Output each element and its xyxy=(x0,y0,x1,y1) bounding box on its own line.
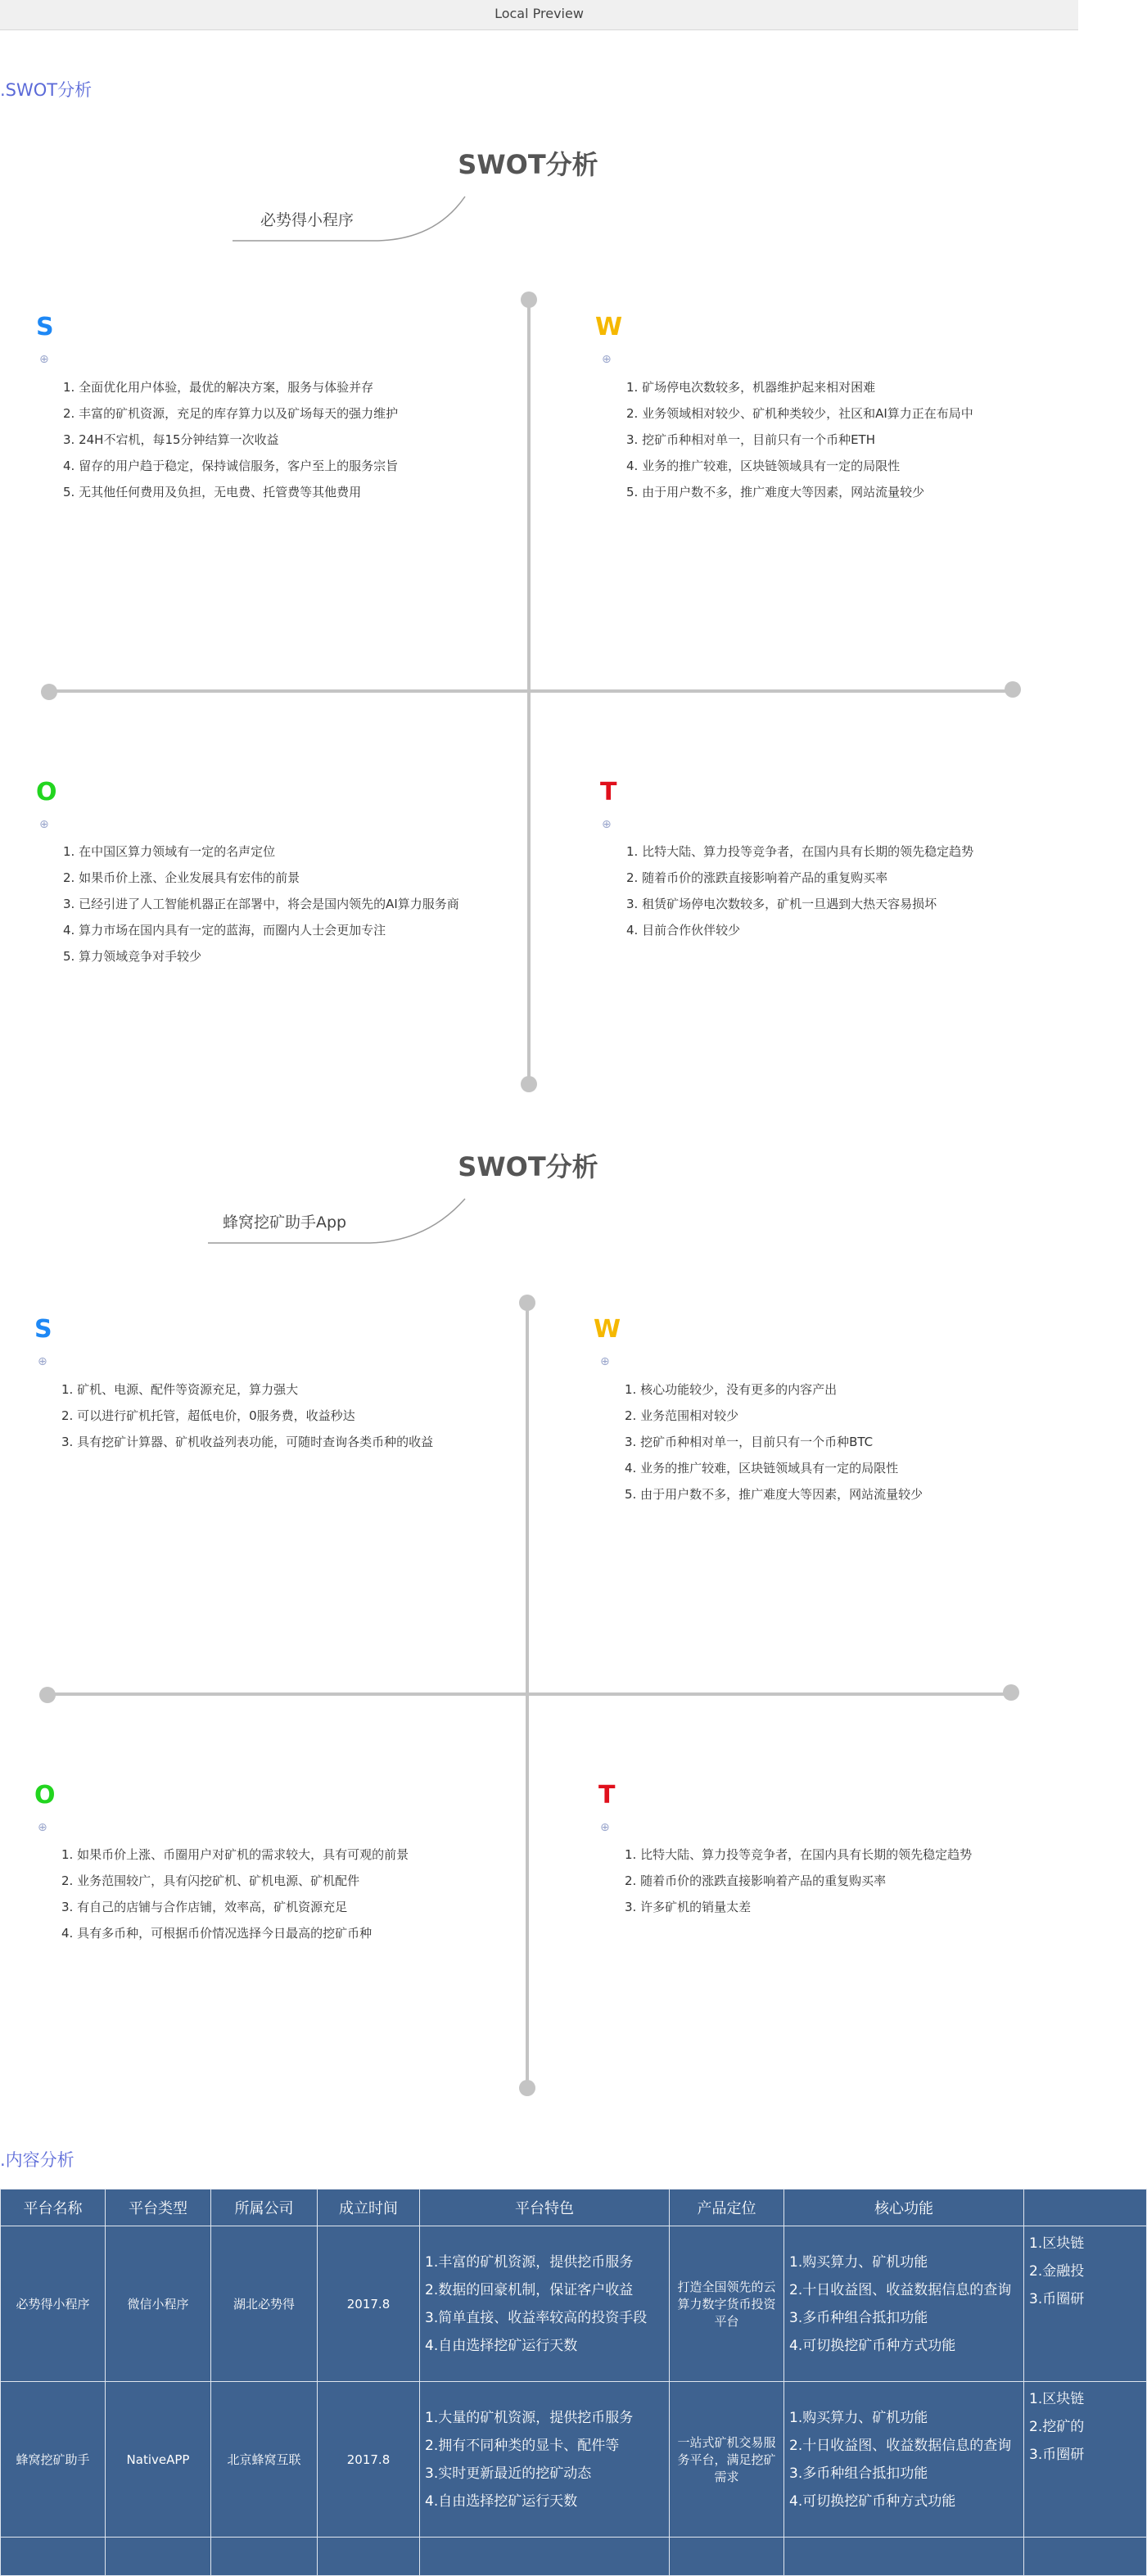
weaknesses-list xyxy=(625,1376,923,1507)
content-table-viewport[interactable] xyxy=(0,2189,1085,2510)
toggle-icon[interactable]: ⊕ xyxy=(38,1355,47,1368)
quadrant-letter-o: O xyxy=(34,1781,56,1810)
quadrant-letter-o: O xyxy=(36,778,57,807)
section-heading-swot[interactable]: .SWOT分析 xyxy=(0,80,93,100)
list-item: 5. 无其他任何费用及负担，无电费、托管费等其他费用 xyxy=(63,485,362,499)
feature-item: 3.简单直接、收益率较高的投资手段 xyxy=(425,2309,648,2326)
window-title: Local Preview xyxy=(494,6,584,21)
feature-item: 4.自由选择挖矿运行天数 xyxy=(425,2337,578,2354)
subtitle-curve xyxy=(231,193,468,244)
toggle-icon[interactable]: ⊕ xyxy=(39,818,49,831)
axis-dot-bottom xyxy=(519,2080,535,2096)
axis-dot-right xyxy=(1003,1684,1019,1701)
list-item: 2. 如果币价上涨、企业发展具有宏伟的前景 xyxy=(63,870,300,885)
feature-item: 2.拥有不同种类的显卡、配件等 xyxy=(425,2437,620,2454)
toggle-icon[interactable]: ⊕ xyxy=(600,1355,610,1368)
list-item: 3. 许多矿机的销量太差 xyxy=(625,1900,752,1914)
list-item: 4. 业务的推广较难，区块链领域具有一定的局限性 xyxy=(625,1461,899,1476)
quadrant-letter-s: S xyxy=(34,1315,52,1344)
subtitle-curve xyxy=(206,1195,468,1246)
list-item: 1. 全面优化用户体验，最优的解决方案，服务与体验并存 xyxy=(63,380,374,395)
cell-platform-name: 蜂窝挖矿助手 xyxy=(1,2382,106,2538)
list-item: 1. 比特大陆、算力投等竞争者，在国内具有长期的领先稳定趋势 xyxy=(626,844,974,859)
table-row xyxy=(1,2226,1147,2382)
list-item: 2. 业务领域相对较少、矿机种类较少，社区和AI算力正在布局中 xyxy=(626,406,973,421)
function-item: 2.十日收益图、收益数据信息的查询 xyxy=(789,2281,1012,2298)
cell-features xyxy=(420,2382,670,2538)
quadrant-letter-t: T xyxy=(598,1781,616,1810)
list-item: 1. 比特大陆、算力投等竞争者，在国内具有长期的领先稳定趋势 xyxy=(625,1847,973,1862)
toggle-icon[interactable]: ⊕ xyxy=(600,1821,610,1834)
quadrant-letter-t: T xyxy=(600,778,617,807)
table-row-empty xyxy=(1,2538,1147,2576)
cell-features xyxy=(420,2226,670,2382)
extra-item: 1.区块链 xyxy=(1029,2391,1085,2407)
quadrant-letter-w: W xyxy=(595,313,623,341)
toggle-icon[interactable]: ⊕ xyxy=(602,818,612,831)
toggle-icon[interactable]: ⊕ xyxy=(602,353,612,366)
threats-list xyxy=(625,1842,972,1920)
opportunities-list xyxy=(63,838,459,969)
extra-item: 2.挖矿的 xyxy=(1029,2419,1085,2435)
axis-dot-bottom xyxy=(521,1076,537,1092)
swot-subtitle: 蜂窝挖矿助手App xyxy=(223,1213,347,1232)
swot-title: SWOT分析 xyxy=(458,1151,598,1182)
quadrant-letter-s: S xyxy=(36,313,54,341)
table-header-row xyxy=(1,2190,1147,2226)
list-item: 3. 已经引进了人工智能机器正在部署中，将会是国内领先的AI算力服务商 xyxy=(63,897,459,911)
list-item: 4. 业务的推广较难，区块链领域具有一定的局限性 xyxy=(626,459,901,473)
list-item: 3. 具有挖矿计算器、矿机收益列表功能，可随时查询各类币种的收益 xyxy=(61,1435,434,1449)
cell-positioning: 一站式矿机交易服务平台，满足挖矿需求 xyxy=(670,2382,784,2538)
list-item: 2. 业务范围较广，具有闪挖矿机、矿机电源、矿机配件 xyxy=(61,1873,360,1888)
list-item: 2. 业务范围相对较少 xyxy=(625,1408,739,1423)
cell-platform-name: 必势得小程序 xyxy=(1,2226,106,2382)
extra-item: 3.币圈研 xyxy=(1029,2447,1085,2463)
column-header xyxy=(1024,2190,1147,2226)
horizontal-axis xyxy=(49,689,1013,693)
list-item: 4. 具有多币种，可根据币价情况选择今日最高的挖矿币种 xyxy=(61,1926,373,1941)
list-item: 5. 算力领域竞争对手较少 xyxy=(63,949,202,964)
cell-positioning: 打造全国领先的云算力数字货币投资平台 xyxy=(670,2226,784,2382)
list-item: 5. 由于用户数不多，推广难度大等因素，网站流量较少 xyxy=(625,1487,923,1502)
list-item: 1. 核心功能较少，没有更多的内容产出 xyxy=(625,1382,838,1397)
axis-dot-right xyxy=(1005,681,1021,698)
extra-item: 2.金融投 xyxy=(1029,2263,1085,2280)
section-heading-content[interactable]: .内容分析 xyxy=(0,2150,75,2170)
column-header: 平台名称 xyxy=(1,2190,106,2226)
cell-functions xyxy=(784,2226,1024,2382)
feature-item: 4.自由选择挖矿运行天数 xyxy=(425,2492,578,2510)
opportunities-list xyxy=(61,1842,409,1946)
strengths-list xyxy=(63,374,398,505)
cell-platform-type: 微信小程序 xyxy=(106,2226,211,2382)
list-item: 3. 租赁矿场停电次数较多，矿机一旦遇到大热天容易损坏 xyxy=(626,897,937,911)
list-item: 2. 随着币价的涨跌直接影响着产品的重复购买率 xyxy=(626,870,888,885)
column-header: 产品定位 xyxy=(670,2190,784,2226)
function-item: 1.购买算力、矿机功能 xyxy=(789,2253,928,2271)
list-item: 2. 丰富的矿机资源，充足的库存算力以及矿场每天的强力维护 xyxy=(63,406,399,421)
cell-company: 湖北必势得 xyxy=(211,2226,318,2382)
feature-item: 2.数据的回豪机制，保证客户收益 xyxy=(425,2281,634,2298)
list-item: 4. 目前合作伙伴较少 xyxy=(626,923,741,938)
function-item: 4.可切换挖矿币种方式功能 xyxy=(789,2337,956,2354)
list-item: 1. 在中国区算力领域有一定的名声定位 xyxy=(63,844,276,859)
horizontal-axis xyxy=(47,1692,1011,1696)
function-item: 3.多币种组合抵扣功能 xyxy=(789,2309,928,2326)
toggle-icon[interactable]: ⊕ xyxy=(38,1821,47,1834)
feature-item: 1.大量的矿机资源，提供挖币服务 xyxy=(425,2409,634,2426)
column-header: 成立时间 xyxy=(318,2190,420,2226)
extra-item: 3.币圈研 xyxy=(1029,2291,1085,2307)
cell-platform-type: NativeAPP xyxy=(106,2382,211,2538)
list-item: 4. 留存的用户趋于稳定，保持诚信服务，客户至上的服务宗旨 xyxy=(63,459,399,473)
swot-subtitle: 必势得小程序 xyxy=(260,211,354,229)
cell-company: 北京蜂窝互联 xyxy=(211,2382,318,2538)
column-header: 所属公司 xyxy=(211,2190,318,2226)
list-item: 2. 可以进行矿机托管，超低电价，0服务费，收益秒达 xyxy=(61,1408,355,1423)
cell-extra xyxy=(1024,2382,1147,2538)
window-titlebar xyxy=(0,0,1078,30)
list-item: 2. 随着币价的涨跌直接影响着产品的重复购买率 xyxy=(625,1873,887,1888)
cell-founded: 2017.8 xyxy=(318,2226,420,2382)
list-item: 1. 矿场停电次数较多，机器维护起来相对困难 xyxy=(626,380,876,395)
column-header: 核心功能 xyxy=(784,2190,1024,2226)
list-item: 3. 挖矿币种相对单一，目前只有一个币种BTC xyxy=(625,1435,874,1449)
threats-list xyxy=(626,838,973,943)
list-item: 5. 由于用户数不多，推广难度大等因素，网站流量较少 xyxy=(626,485,925,499)
feature-item: 1.丰富的矿机资源，提供挖币服务 xyxy=(425,2253,634,2271)
extra-item: 1.区块链 xyxy=(1029,2235,1085,2252)
cell-functions xyxy=(784,2382,1024,2538)
function-item: 1.购买算力、矿机功能 xyxy=(789,2409,928,2426)
list-item: 1. 如果币价上涨、币圈用户对矿机的需求较大，具有可观的前景 xyxy=(61,1847,409,1862)
list-item: 3. 24H不宕机，每15分钟结算一次收益 xyxy=(63,432,279,447)
quadrant-letter-w: W xyxy=(594,1315,621,1344)
swot-title: SWOT分析 xyxy=(458,149,598,180)
cell-extra xyxy=(1024,2226,1147,2382)
list-item: 4. 算力市场在国内具有一定的蓝海，而圈内人士会更加专注 xyxy=(63,923,386,938)
function-item: 3.多币种组合抵扣功能 xyxy=(789,2465,928,2482)
toggle-icon[interactable]: ⊕ xyxy=(39,353,49,366)
strengths-list xyxy=(61,1376,433,1455)
column-header: 平台类型 xyxy=(106,2190,211,2226)
cell-founded: 2017.8 xyxy=(318,2382,420,2538)
feature-item: 3.实时更新最近的挖矿动态 xyxy=(425,2465,592,2482)
list-item: 3. 有自己的店铺与合作店铺，效率高，矿机资源充足 xyxy=(61,1900,348,1914)
list-item: 1. 矿机、电源、配件等资源充足，算力强大 xyxy=(61,1382,299,1397)
table-row xyxy=(1,2382,1147,2538)
content-analysis-table xyxy=(0,2189,1147,2576)
column-header: 平台特色 xyxy=(420,2190,670,2226)
list-item: 3. 挖矿币种相对单一，目前只有一个币种ETH xyxy=(626,432,876,447)
weaknesses-list xyxy=(626,374,973,505)
function-item: 2.十日收益图、收益数据信息的查询 xyxy=(789,2437,1012,2454)
function-item: 4.可切换挖矿币种方式功能 xyxy=(789,2492,956,2510)
